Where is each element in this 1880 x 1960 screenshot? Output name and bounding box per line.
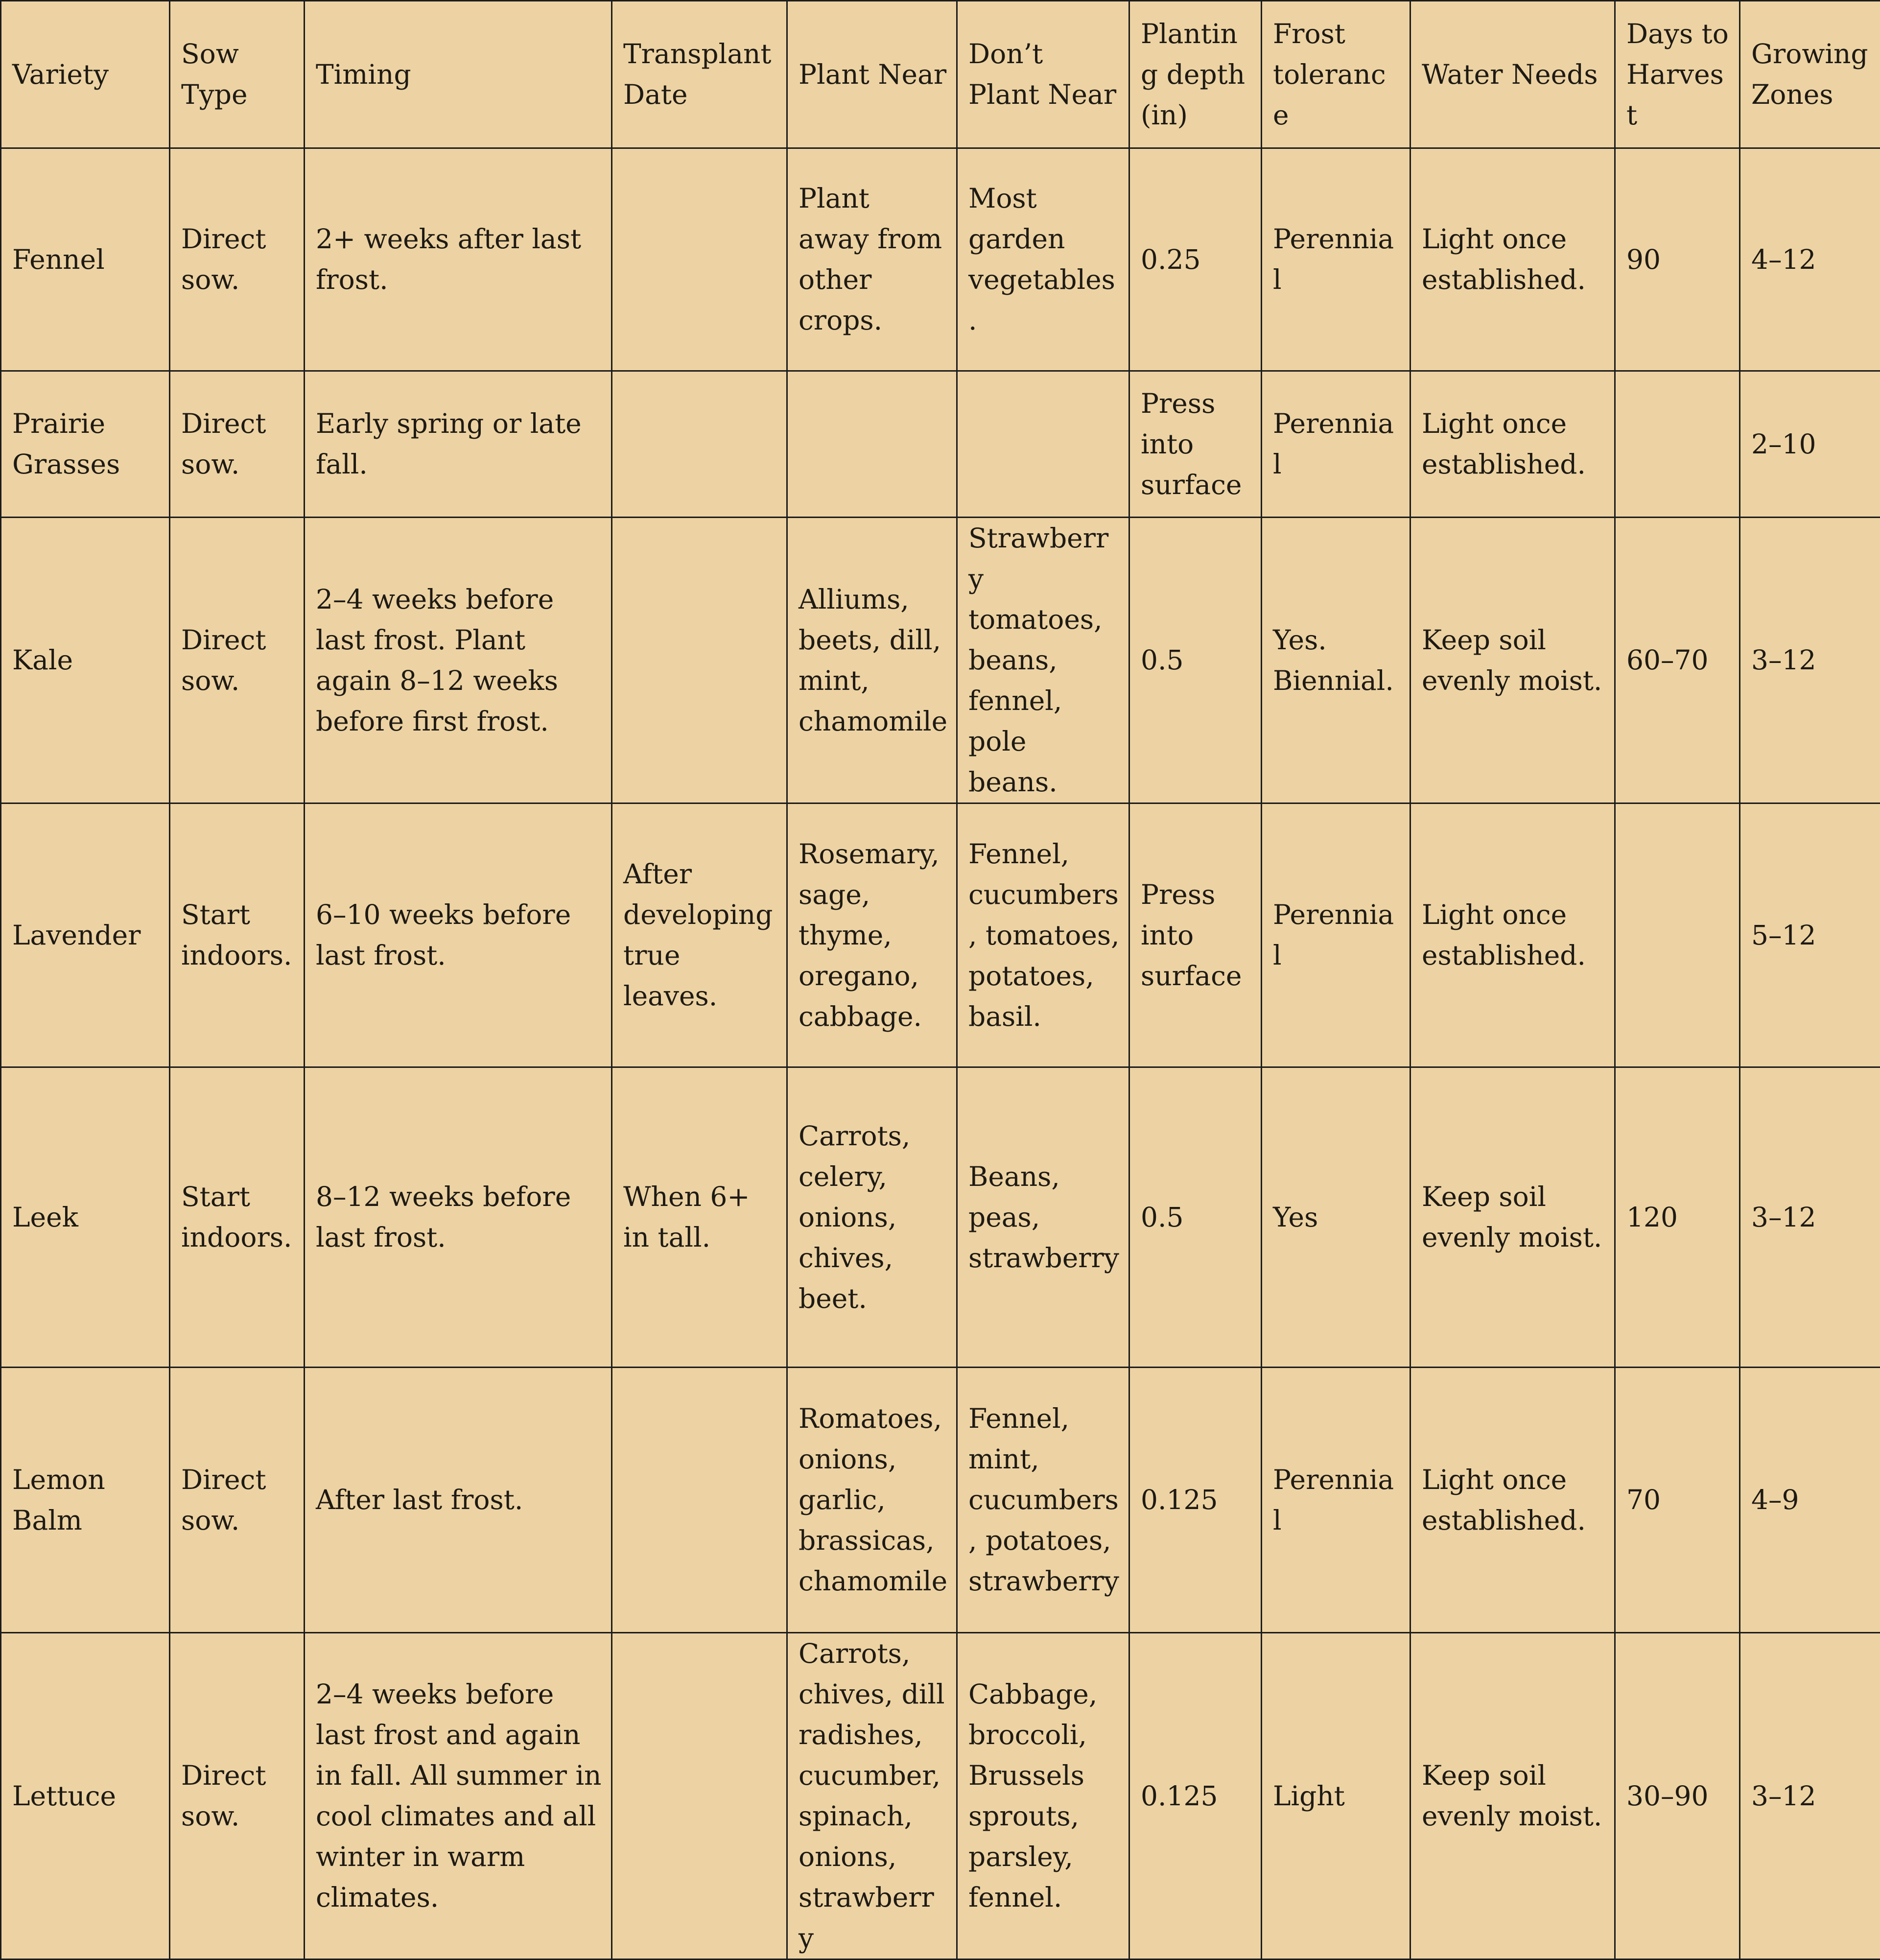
header-planting-depth: Planting depth (in) (1129, 1, 1262, 148)
header-plant-near: Plant Near (787, 1, 957, 148)
header-row (1, 1, 1880, 148)
cell-growing-zones: 5–12 (1740, 803, 1880, 1067)
cell-timing: 6–10 weeks before last frost. (305, 803, 612, 1067)
cell-dont-plant-near: Beans, peas, strawberry (957, 1067, 1129, 1368)
cell-water-needs: Keep soil evenly moist. (1410, 1067, 1615, 1368)
header-variety: Variety (1, 1, 170, 148)
cell-days-to-harvest: 70 (1615, 1368, 1740, 1633)
cell-plant-near: Alliums, beets, dill, mint, chamomile (787, 518, 957, 803)
cell-variety: Fennel (1, 148, 170, 371)
cell-sow-type: Start indoors. (170, 803, 305, 1067)
cell-frost-tolerance: Yes (1262, 1067, 1410, 1368)
cell-dont-plant-near (957, 371, 1129, 518)
header-transplant-date: Transplant Date (612, 1, 787, 148)
header-dont-plant-near: Don’t Plant Near (957, 1, 1129, 148)
cell-sow-type: Direct sow. (170, 1368, 305, 1633)
cell-water-needs: Keep soil evenly moist. (1410, 1633, 1615, 1960)
cell-variety: Prairie Grasses (1, 371, 170, 518)
cell-transplant-date: After developing true leaves. (612, 803, 787, 1067)
cell-planting-depth: Press into surface (1129, 371, 1262, 518)
cell-dont-plant-near: Most garden vegetables. (957, 148, 1129, 371)
cell-dont-plant-near: Fennel, cucumbers, tomatoes, potatoes, basil. (957, 803, 1129, 1067)
table-row (1, 1368, 1880, 1633)
cell-plant-near: Plant away from other crops. (787, 148, 957, 371)
header-growing-zones: Growing Zones (1740, 1, 1880, 148)
cell-variety: Leek (1, 1067, 170, 1368)
cell-water-needs: Keep soil evenly moist. (1410, 518, 1615, 803)
cell-planting-depth: Press into surface (1129, 803, 1262, 1067)
cell-planting-depth: 0.125 (1129, 1633, 1262, 1960)
cell-growing-zones: 3–12 (1740, 1633, 1880, 1960)
cell-planting-depth: 0.25 (1129, 148, 1262, 371)
cell-dont-plant-near: Fennel, mint, cucumbers, potatoes, strawberry (957, 1368, 1129, 1633)
cell-water-needs: Light once established. (1410, 803, 1615, 1067)
cell-water-needs: Light once established. (1410, 1368, 1615, 1633)
cell-growing-zones: 3–12 (1740, 1067, 1880, 1368)
cell-sow-type: Direct sow. (170, 148, 305, 371)
cell-dont-plant-near: Cabbage, broccoli, Brussels sprouts, parsley, fennel. (957, 1633, 1129, 1960)
header-timing: Timing (305, 1, 612, 148)
cell-variety: Lettuce (1, 1633, 170, 1960)
cell-water-needs: Light once established. (1410, 148, 1615, 371)
cell-water-needs: Light once established. (1410, 371, 1615, 518)
cell-plant-near: Romatoes, onions, garlic, brassicas, chamomile (787, 1368, 957, 1633)
cell-timing: 2+ weeks after last frost. (305, 148, 612, 371)
cell-transplant-date: When 6+ in tall. (612, 1067, 787, 1368)
cell-days-to-harvest: 90 (1615, 148, 1740, 371)
cell-days-to-harvest (1615, 803, 1740, 1067)
cell-days-to-harvest: 30–90 (1615, 1633, 1740, 1960)
cell-variety: Lemon Balm (1, 1368, 170, 1633)
cell-timing: After last frost. (305, 1368, 612, 1633)
cell-plant-near: Rosemary, sage, thyme, oregano, cabbage. (787, 803, 957, 1067)
cell-frost-tolerance: Light (1262, 1633, 1410, 1960)
header-sow-type: Sow Type (170, 1, 305, 148)
cell-planting-depth: 0.5 (1129, 1067, 1262, 1368)
header-water-needs: Water Needs (1410, 1, 1615, 148)
cell-transplant-date (612, 148, 787, 371)
cell-transplant-date (612, 1368, 787, 1633)
cell-transplant-date (612, 518, 787, 803)
cell-dont-plant-near: Strawberry tomatoes, beans, fennel, pole beans. (957, 518, 1129, 803)
cell-frost-tolerance: Perennial (1262, 803, 1410, 1067)
cell-sow-type: Direct sow. (170, 1633, 305, 1960)
cell-timing: Early spring or late fall. (305, 371, 612, 518)
cell-frost-tolerance: Yes. Biennial. (1262, 518, 1410, 803)
cell-sow-type: Direct sow. (170, 371, 305, 518)
cell-planting-depth: 0.5 (1129, 518, 1262, 803)
cell-frost-tolerance: Perennial (1262, 1368, 1410, 1633)
table-row (1, 1067, 1880, 1368)
cell-frost-tolerance: Perennial (1262, 371, 1410, 518)
cell-growing-zones: 4–12 (1740, 148, 1880, 371)
cell-frost-tolerance: Perennial (1262, 148, 1410, 371)
header-frost-tolerance: Frost tolerance (1262, 1, 1410, 148)
cell-growing-zones: 3–12 (1740, 518, 1880, 803)
table-row (1, 1633, 1880, 1960)
cell-sow-type: Start indoors. (170, 1067, 305, 1368)
header-days-to-harvest: Days to Harvest (1615, 1, 1740, 148)
cell-planting-depth: 0.125 (1129, 1368, 1262, 1633)
cell-variety: Kale (1, 518, 170, 803)
cell-variety: Lavender (1, 803, 170, 1067)
table-row (1, 371, 1880, 518)
cell-timing: 8–12 weeks before last frost. (305, 1067, 612, 1368)
cell-timing: 2–4 weeks before last frost. Plant again 8–12 weeks before first frost. (305, 518, 612, 803)
cell-timing: 2–4 weeks before last frost and again in fall. All summer in cool climates and all winter in warm climates. (305, 1633, 612, 1960)
table-row (1, 148, 1880, 371)
cell-plant-near (787, 371, 957, 518)
table-row (1, 803, 1880, 1067)
cell-days-to-harvest (1615, 371, 1740, 518)
cell-plant-near: Carrots, celery, onions, chives, beet. (787, 1067, 957, 1368)
cell-days-to-harvest: 60–70 (1615, 518, 1740, 803)
table-row (1, 518, 1880, 803)
cell-sow-type: Direct sow. (170, 518, 305, 803)
cell-growing-zones: 2–10 (1740, 371, 1880, 518)
cell-plant-near: Carrots, chives, dill radishes, cucumber, spinach, onions, strawberry (787, 1633, 957, 1960)
cell-growing-zones: 4–9 (1740, 1368, 1880, 1633)
cell-days-to-harvest: 120 (1615, 1067, 1740, 1368)
cell-transplant-date (612, 371, 787, 518)
cell-transplant-date (612, 1633, 787, 1960)
